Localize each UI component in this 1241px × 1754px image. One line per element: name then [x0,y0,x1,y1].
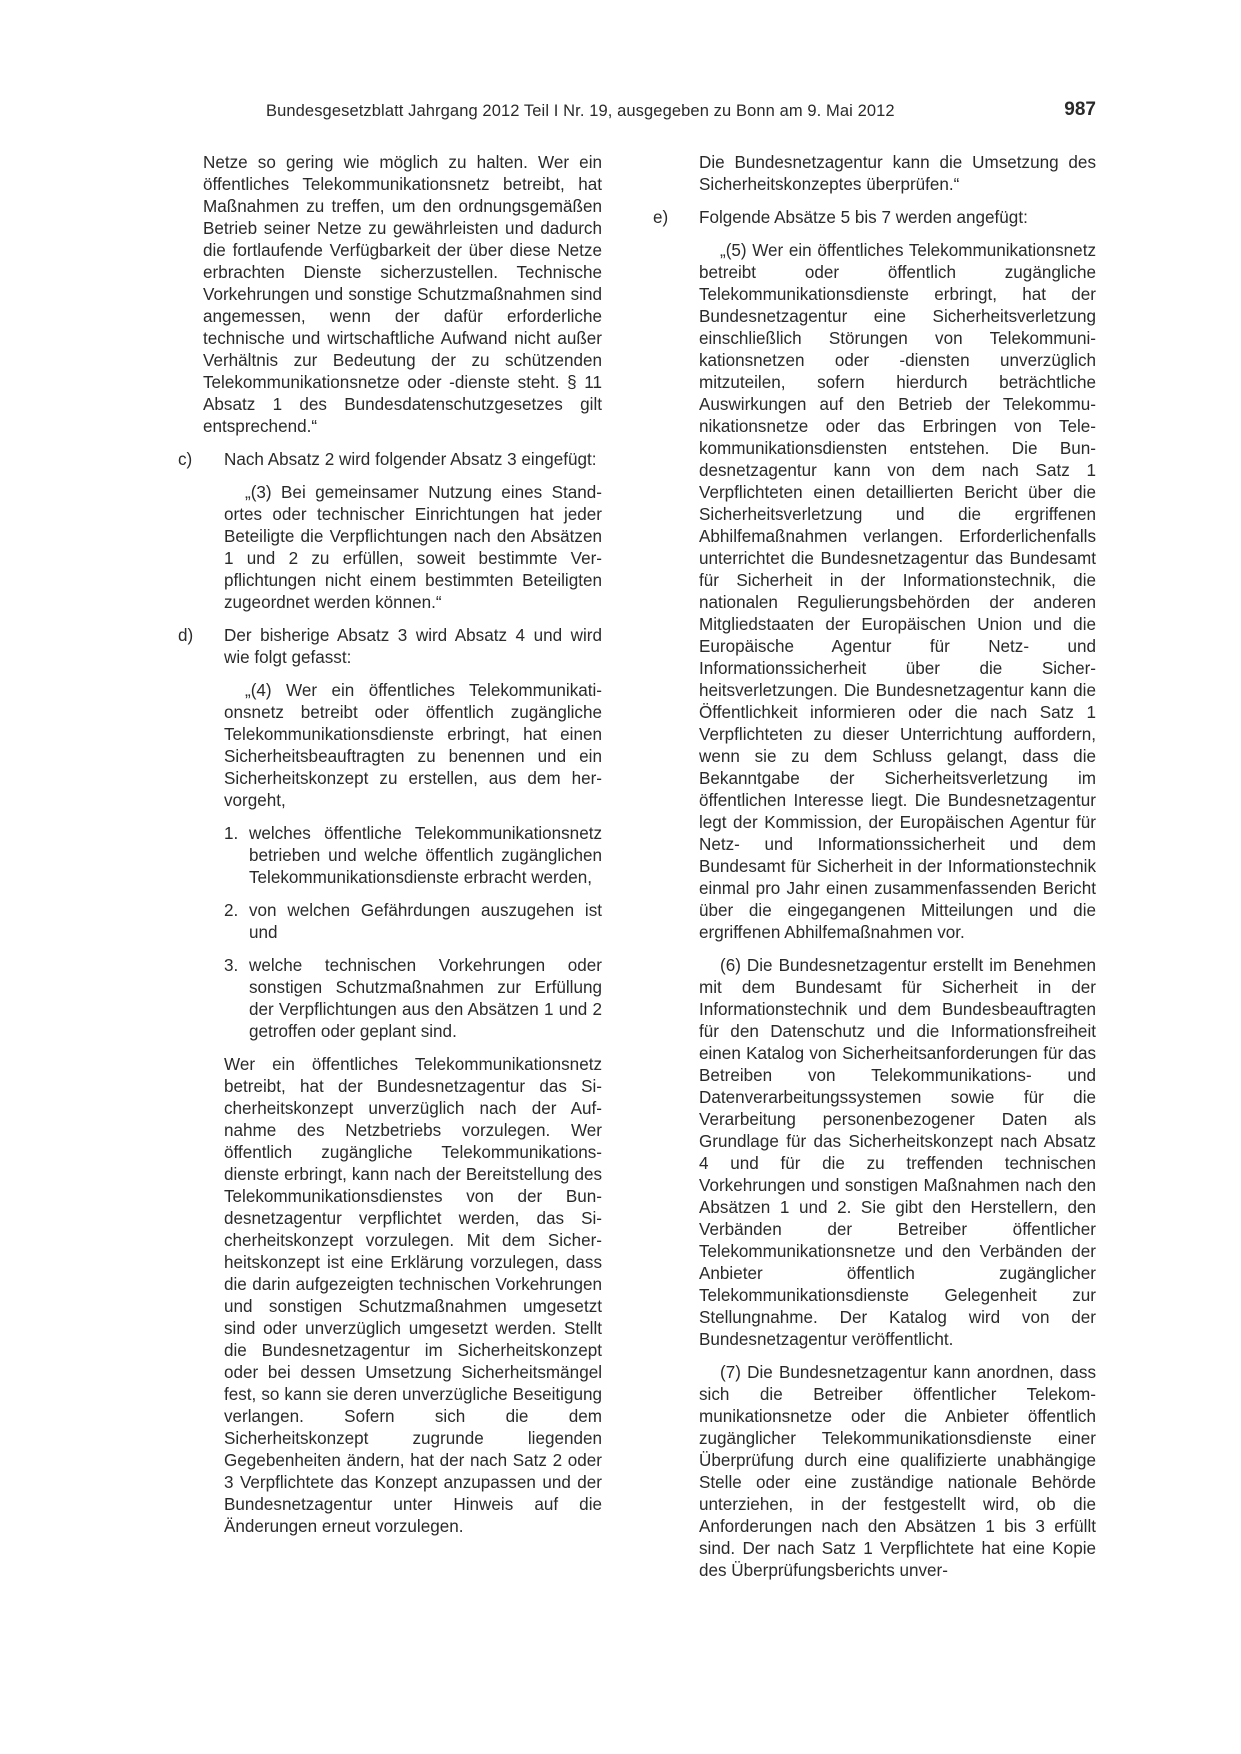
list-text: von welchen Gefährdungen auszugehen ist und [249,901,602,942]
left-column [178,152,602,1538]
list-number: 3. [224,956,239,975]
item-e-text: Folgende Absätze 5 bis 7 werden angefügt: [699,208,1028,227]
paragraph-4-end: Die Bundesnetzagentur kann die Umsetzung des Sicherheitskonzeptes überprüfen.“ [699,153,1096,194]
item-e-label: e) [653,208,669,227]
page-number: 987 [1064,99,1096,120]
list-number: 1. [224,824,239,843]
list-item [203,955,602,1043]
right-column [653,152,1096,1582]
item-c-label: c) [178,450,193,469]
paragraph-4-quote: „(4) Wer ein öffentliches Telekommunikationsnetz betreibt oder öffentlich zugängliche Telekommunikationsdienste erbringt, hat einen Sicherheitsbeauftragten zu benennen und ein Sicherheitskonzept zu erstellen, aus dem hervorgeht, [224,681,602,810]
item-d [178,625,602,669]
intro-paragraph: Netze so gering wie möglich zu halten. Wer ein öffentliches Telekommunikationsnetz betreibt, hat Maßnahmen zu treffen, um den ordnungsgemäßen Betrieb seiner Netze zu gewährleisten und dadurch die fortlaufende Verfügbarkeit der über diese Netze erbrachten Dienste sicherzustellen. Technische Vorkehrungen und sonstige Schutzmaßnahmen sind angemessen, wenn der dafür erforderliche technische und wirtschaftliche Aufwand nicht außer Verhältnis zur Bedeutung der zu schützenden Telekommunikationsnetze oder -dienste steht. § 11 Absatz 1 des Bundesdatenschutzgesetzes gilt entsprechend.“ [203,153,602,436]
paragraph-7: (7) Die Bundesnetzagentur kann anordnen, dass sich die Betreiber öffentlicher Telekommunikationsnetze oder die Anbieter öffentlich zugänglicher Telekommunikationsdienste einer Überprüfung durch eine qualifizierte unabhängige Stelle oder eine zuständige nationale Behörde unterziehen, in der festgestellt wird, ob die Anforderungen nach den Absätzen 1 bis 3 erfüllt sind. Der nach Satz 1 Verpflichtete hat eine Kopie des Überprüfungsberichts unver- [699,1363,1096,1580]
list-item [203,823,602,889]
item-d-label: d) [178,626,194,645]
item-d-text: Der bisherige Absatz 3 wird Absatz 4 und wird wie folgt gefasst: [224,626,602,667]
item-e [653,207,1096,229]
page-header [266,100,1096,130]
item-c [178,449,602,471]
paragraph-4-continuation: Wer ein öffentliches Telekommunikationsnetz betreibt, hat der Bundesnetzagentur das Sicherheitskonzept unverzüglich nach der Aufnahme des Netzbetriebs vorzulegen. Wer öffentlich zugängliche Telekommunikationsdienste erbringt, kann nach der Bereitstellung des Telekommunikationsdienstes von der Bundesnetzagentur verpflichtet werden, das Sicherheitskonzept vorzulegen. Mit dem Sicherheitskonzept ist eine Erklärung vorzulegen, dass die darin aufgezeigten technischen Vorkehrungen und sonstigen Schutzmaßnahmen umgesetzt sind oder unverzüglich umgesetzt werden. Stellt die Bundesnetzagentur im Sicherheitskonzept oder bei dessen Umsetzung Sicherheitsmängel fest, so kann sie deren unverzügliche Beseitigung verlangen. Sofern sich die dem Sicherheitskonzept zugrunde liegenden Gegebenheiten ändern, hat der nach Satz 2 oder 3 Verpflichtete das Konzept anzupassen und der Bundesnetzagentur unter Hinweis auf die Änderungen erneut vorzulegen. [224,1055,602,1536]
list-text: welche technischen Vorkehrungen oder sonstigen Schutzmaßnahmen zur Erfüllung der Verpflichtungen aus den Absätzen 1 und 2 getroffen oder geplant sind. [249,956,602,1041]
gazette-title: Bundesgesetzblatt Jahrgang 2012 Teil I Nr. 19, ausgegeben zu Bonn am 9. Mai 2012 [266,102,895,120]
item-c-text: Nach Absatz 2 wird folgender Absatz 3 eingefügt: [224,450,597,469]
list-number: 2. [224,901,239,920]
list-item [203,900,602,944]
paragraph-6: (6) Die Bundesnetzagentur erstellt im Benehmen mit dem Bundesamt für Sicherheit in der Informationstechnik und dem Bundesbeauftragten für den Datenschutz und die Informationsfreiheit einen Katalog von Sicherheitsanforderungen für das Betreiben von Telekommunikations- und Datenverarbeitungssystemen sowie für die Verarbeitung personenbezogener Daten als Grundlage für das Sicherheitskonzept nach Absatz 4 und für die zu treffenden technischen Vorkehrungen und sonstigen Maßnahmen nach den Absätzen 1 und 2. Sie gibt den Herstellern, den Verbänden der Betreiber öffentlicher Telekommunikationsnetze und den Verbänden der Anbieter öffentlich zugänglicher Telekommunikationsdienste Gelegenheit zur Stellungnahme. Der Katalog wird von der Bundesnetzagentur veröffentlicht. [699,956,1096,1349]
list-text: welches öffentliche Telekommunikationsnetz betrieben und welche öffentlich zugänglichen Telekommunikationsdienste erbracht werden, [249,824,602,887]
paragraph-3-quote: „(3) Bei gemeinsamer Nutzung eines Standortes oder technischer Einrichtungen hat jeder Beteiligte die Verpflichtungen nach den Absätzen 1 und 2 zu erfüllen, soweit bestimmte Verpflichtungen nicht einem bestimmten Beteiligten zugeordnet werden können.“ [224,483,602,612]
paragraph-5: „(5) Wer ein öffentliches Telekommunikationsnetz betreibt oder öffentlich zugängliche Telekommunikationsdienste erbringt, hat der Bundesnetzagentur eine Sicherheitsverletzung einschließlich Störungen von Telekommunikationsnetzen oder -diensten unverzüglich mitzuteilen, sofern hierdurch beträchtliche Auswirkungen auf den Betrieb der Telekommunikationsnetze oder das Erbringen von Telekommunikationsdiensten entstehen. Die Bundesnetzagentur kann von dem nach Satz 1 Verpflichteten einen detaillierten Bericht über die Sicherheitsverletzung und die ergriffenen Abhilfemaßnahmen verlangen. Erforderlichenfalls unterrichtet die Bundesnetzagentur das Bundesamt für Sicherheit in der Informationstechnik, die nationalen Regulierungsbehörden der anderen Mitgliedstaaten der Europäischen Union und die Europäische Agentur für Netz- und Informationssicherheit über die Sicherheitsverletzungen. Die Bundesnetzagentur kann die Öffentlichkeit informieren oder die nach Satz 1 Verpflichteten zu dieser Unterrichtung auffordern, wenn sie zu dem Schluss gelangt, dass die Bekanntgabe der Sicherheitsverletzung im öffentlichen Interesse liegt. Die Bundesnetzagentur legt der Kommission, der Europäischen Agentur für Netz- und Informationssicherheit und dem Bundesamt für Sicherheit in der Informationstechnik einmal pro Jahr einen zusammenfassenden Bericht über die eingegangenen Mitteilungen und die ergriffenen Abhilfemaßnahmen vor. [699,241,1096,942]
